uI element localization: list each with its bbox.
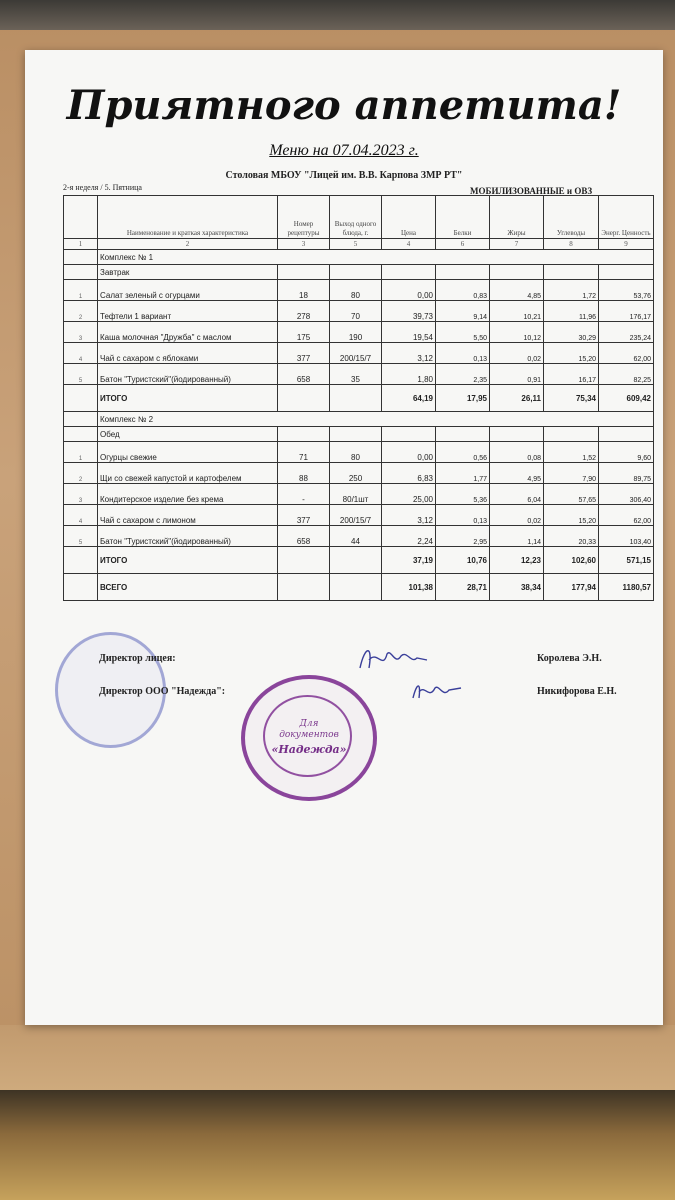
menu-table [63, 195, 654, 601]
stamp-company-name: «Надежда» [271, 743, 347, 756]
dish-name: Салат зеленый с огурцами [98, 280, 278, 301]
grand-total-label: ВСЕГО [98, 574, 278, 601]
table-row: 5 Батон "Туристский"(йодированный) 658 35 1,80 2,35 0,91 16,17 82,25 [64, 364, 654, 385]
table-row: 5 Батон "Туристский"(йодированный) 658 44 2,24 2,95 1,14 20,33 103,40 [64, 526, 654, 547]
table-row: 2 Тефтели 1 вариант 278 70 39,73 9,14 10,21 11,96 176,17 [64, 301, 654, 322]
header-row [64, 196, 654, 239]
complex-title: Комплекс № 1 [98, 250, 654, 265]
grand-total-row: ВСЕГО 101,38 28,71 38,34 177,94 1180,57 [64, 574, 654, 601]
meal-title: Обед [98, 427, 278, 442]
menu-sheet [25, 50, 663, 1025]
table-row: 1 Салат зеленый с огурцами 18 80 0,00 0,83 4,85 1,72 53,76 [64, 280, 654, 301]
director-signature-icon [355, 640, 435, 676]
dish-name: Чай с сахаром с яблоками [98, 343, 278, 364]
stamp-line2: документов [279, 730, 339, 740]
meal-row [64, 427, 654, 442]
dish-name: Батон "Туристский"(йодированный) [98, 526, 278, 547]
table-row: 1 Огурцы свежие 71 80 0,00 0,56 0,08 1,52 9,60 [64, 442, 654, 463]
background-floor [0, 1090, 675, 1200]
nadezhda-stamp [241, 675, 377, 801]
col-carbs: Углеводы [544, 196, 599, 239]
col-recipe: Номер рецептуры [278, 196, 330, 239]
dish-name: Чай с сахаром с лимоном [98, 505, 278, 526]
dish-name: Щи со свежей капустой и картофелем [98, 463, 278, 484]
col-weight: Выход одного блюда, г. [330, 196, 382, 239]
total-label: ИТОГО [98, 385, 278, 412]
table-row: 3 Кондитерское изделие без крема - 80/1шт 25,00 5,36 6,04 57,65 306,40 [64, 484, 654, 505]
meal-row [64, 265, 654, 280]
supplier-name: Никифорова Е.Н. [537, 686, 617, 697]
column-index-row: 1 2 3 5 4 6 7 8 9 [64, 239, 654, 250]
menu-date: Меню на 07.04.2023 г. [269, 142, 419, 159]
dish-name: Тефтели 1 вариант [98, 301, 278, 322]
col-fat: Жиры [490, 196, 544, 239]
meal-title: Завтрак [98, 265, 278, 280]
complex-row [64, 412, 654, 427]
stamp-line1: Для [299, 719, 319, 729]
dish-name: Батон "Туристский"(йодированный) [98, 364, 278, 385]
director-label: Директор лицея: [99, 653, 176, 664]
total-row: ИТОГО 64,19 17,95 26,11 75,34 609,42 [64, 385, 654, 412]
table-row: 3 Каша молочная "Дружба" с маслом 175 190 19,54 5,50 10,12 30,29 235,24 [64, 322, 654, 343]
col-energy: Энерг. Ценность [599, 196, 654, 239]
week-day: 2-я неделя / 5. Пятница [63, 183, 142, 192]
dish-name: Кондитерское изделие без крема [98, 484, 278, 505]
col-price: Цена [382, 196, 436, 239]
supplier-label: Директор ООО "Надежда": [99, 686, 226, 697]
table-row: 4 Чай с сахаром с лимоном 377 200/15/7 3,12 0,13 0,02 15,20 62,00 [64, 505, 654, 526]
director-name: Королева Э.Н. [537, 653, 602, 664]
dish-name: Огурцы свежие [98, 442, 278, 463]
table-row: 2 Щи со свежей капустой и картофелем 88 250 6,83 1,77 4,95 7,90 89,75 [64, 463, 654, 484]
complex-row [64, 250, 654, 265]
group-label: МОБИЛИЗОВАННЫЕ и ОВЗ [470, 186, 593, 196]
page-title: Приятного аппетита! [66, 82, 622, 129]
canteen-name: Столовая МБОУ "Лицей им. В.В. Карпова ЗМР РТ" [225, 170, 463, 181]
dish-name: Каша молочная "Дружба" с маслом [98, 322, 278, 343]
total-label: ИТОГО [98, 547, 278, 574]
table-row: 4 Чай с сахаром с яблоками 377 200/15/7 3,12 0,13 0,02 15,20 62,00 [64, 343, 654, 364]
col-protein: Белки [436, 196, 490, 239]
background-device-edge [0, 0, 675, 30]
total-row: ИТОГО 37,19 10,76 12,23 102,60 571,15 [64, 547, 654, 574]
supplier-signature-icon [409, 678, 469, 704]
complex-title: Комплекс № 2 [98, 412, 654, 427]
col-name: Наименование и краткая характеристика [98, 196, 278, 239]
